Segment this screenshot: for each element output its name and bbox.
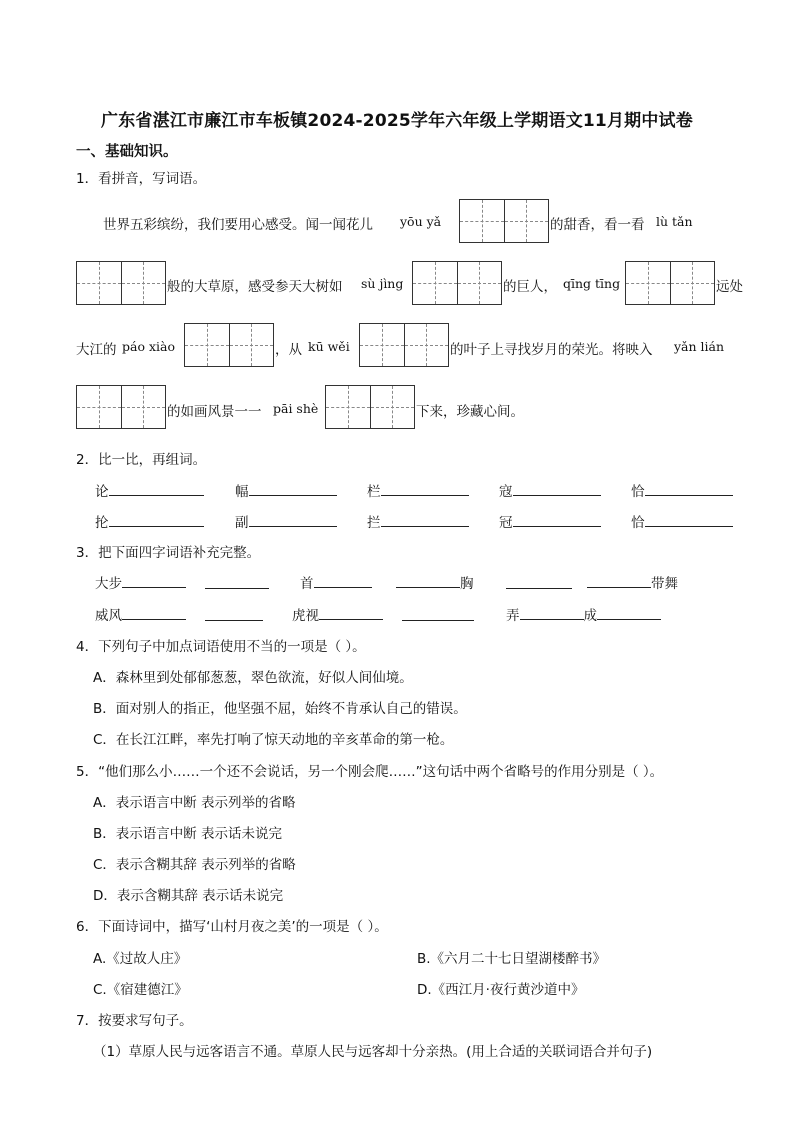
pinyin: lù tǎn (656, 214, 693, 229)
answer-blank[interactable] (587, 573, 651, 588)
q1-text: ，从 (275, 342, 302, 358)
option-b[interactable]: B.《六月二十七日望湖楼醉书》 (417, 951, 607, 967)
answer-blank[interactable] (381, 512, 469, 527)
q1-text: 的叶子上寻找岁月的荣光。将映入 (450, 342, 653, 358)
page-title: 广东省湛江市廉江市车板镇2024-2025学年六年级上学期语文11月期中试卷 (101, 111, 693, 131)
q1-text: 的如画风景一一 (167, 404, 262, 420)
q1-text: 大江的 (76, 342, 117, 358)
answer-grid[interactable] (76, 385, 166, 429)
idiom-row: 弄 成 (506, 604, 661, 624)
compare-char: 抡 (95, 511, 204, 531)
option-c[interactable]: C．表示含糊其辞 表示列举的省略 (93, 857, 296, 873)
compare-char: 拦 (367, 511, 469, 531)
option-d[interactable]: D．表示含糊其辞 表示话未说完 (93, 888, 284, 904)
question-5-stem: 5．“他们那么小……一个还不会说话，另一个刚会爬……”这句话中两个省略号的作用分别是（ ）。 (76, 764, 664, 780)
answer-blank[interactable] (645, 512, 733, 527)
answer-blank[interactable] (205, 574, 269, 589)
answer-blank[interactable] (520, 605, 584, 620)
answer-blank[interactable] (513, 512, 601, 527)
answer-grid[interactable] (412, 261, 502, 305)
pinyin: yōu yǎ (400, 214, 442, 229)
answer-grid[interactable] (184, 323, 274, 367)
pinyin: qīng tīng (563, 276, 621, 291)
answer-blank[interactable] (513, 481, 601, 496)
compare-char: 幅 (235, 480, 337, 500)
option-c[interactable]: C．在长江江畔，率先打响了惊天动地的辛亥革命的第一枪。 (93, 732, 454, 748)
answer-blank[interactable] (122, 573, 186, 588)
q1-text: 世界五彩缤纷，我们要用心感受。闻一闻花儿 (103, 217, 373, 233)
q1-text: 的甜香，看一看 (550, 217, 645, 233)
answer-blank[interactable] (122, 605, 186, 620)
answer-blank[interactable] (597, 605, 661, 620)
pinyin: pāi shè (273, 401, 319, 416)
answer-blank[interactable] (402, 606, 474, 621)
q1-text: 的巨人， (503, 279, 557, 295)
option-b[interactable]: B．面对别人的指正，他坚强不屈，始终不肯承认自己的错误。 (93, 701, 467, 717)
answer-blank[interactable] (205, 606, 263, 621)
question-4-stem: 4．下列句子中加点词语使用不当的一项是（ ）。 (76, 639, 366, 655)
answer-grid[interactable] (325, 385, 415, 429)
answer-grid[interactable] (359, 323, 449, 367)
compare-char: 恰 (631, 480, 733, 500)
compare-char: 副 (235, 511, 337, 531)
compare-char: 栏 (367, 480, 469, 500)
option-a[interactable]: A．森林里到处郁郁葱葱，翠色欲流，好似人间仙境。 (93, 670, 413, 686)
option-d[interactable]: D.《西江月·夜行黄沙道中》 (417, 982, 585, 998)
pinyin: yǎn lián (674, 339, 725, 354)
option-b[interactable]: B．表示语言中断 表示话未说完 (93, 826, 283, 842)
answer-blank[interactable] (396, 573, 460, 588)
question-7-sub1: （1）草原人民与远客语言不通。草原人民与远客却十分亲热。(用上合适的关联词语合并句子) (93, 1044, 653, 1060)
answer-blank[interactable] (249, 481, 337, 496)
question-3-stem: 3．把下面四字词语补充完整。 (76, 545, 261, 561)
pinyin: sù jìng (361, 276, 404, 291)
answer-grid[interactable] (625, 261, 715, 305)
answer-blank[interactable] (314, 573, 372, 588)
pinyin: kū wěi (308, 339, 350, 354)
question-7-stem: 7．按要求写句子。 (76, 1013, 193, 1029)
answer-blank[interactable] (645, 481, 733, 496)
question-1-stem: 1．看拼音，写词语。 (76, 171, 207, 187)
answer-grid[interactable] (459, 199, 549, 243)
compare-char: 冠 (499, 511, 601, 531)
idiom-row: 胸 (396, 572, 474, 592)
option-a[interactable]: A.《过故人庄》 (93, 951, 188, 967)
answer-blank[interactable] (109, 481, 204, 496)
idiom-row: 威风 (95, 604, 186, 624)
answer-blank[interactable] (109, 512, 204, 527)
q1-text: 远处 (716, 279, 743, 295)
q1-text: 下来，珍藏心间。 (416, 404, 524, 420)
answer-grid[interactable] (76, 261, 166, 305)
compare-char: 寇 (499, 480, 601, 500)
idiom-row: 大步 (95, 572, 186, 592)
idiom-row: 虎视 (292, 604, 383, 624)
answer-blank[interactable] (249, 512, 337, 527)
compare-char: 恰 (631, 511, 733, 531)
question-2-stem: 2．比一比，再组词。 (76, 452, 207, 468)
answer-blank[interactable] (506, 574, 572, 589)
compare-char: 论 (95, 480, 204, 500)
q1-text: 般的大草原，感受参天大树如 (167, 279, 343, 295)
question-6-stem: 6．下面诗词中，描写‘山村月夜之美’的一项是（ ）。 (76, 919, 388, 935)
answer-blank[interactable] (319, 605, 383, 620)
pinyin: páo xiào (122, 339, 175, 354)
option-a[interactable]: A．表示语言中断 表示列举的省略 (93, 795, 296, 811)
idiom-row: 首 (300, 572, 372, 592)
answer-blank[interactable] (381, 481, 469, 496)
section-heading: 一、基础知识。 (76, 144, 178, 160)
option-c[interactable]: C.《宿建德江》 (93, 982, 188, 998)
idiom-row: 带舞 (587, 572, 678, 592)
